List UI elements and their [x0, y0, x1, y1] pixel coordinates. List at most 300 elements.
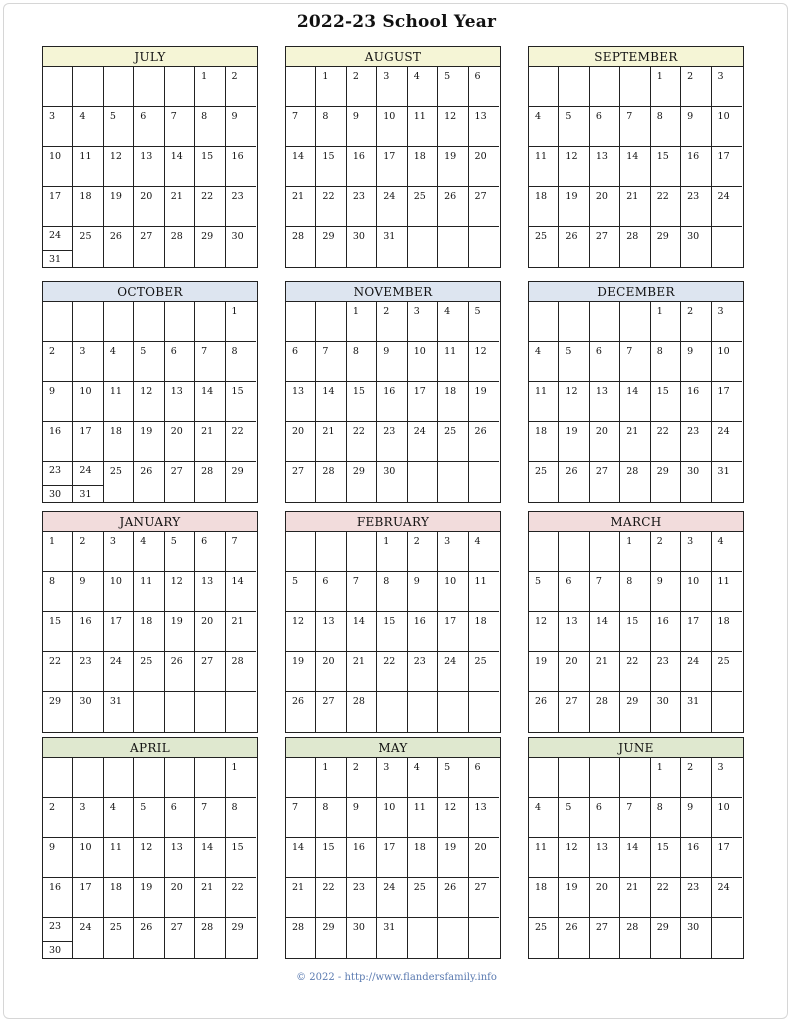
day-cell	[469, 838, 499, 878]
day-cell	[226, 758, 256, 798]
day-number: 6	[322, 576, 329, 587]
day-cell	[377, 572, 407, 612]
day-number: 7	[292, 802, 299, 813]
day-number: 6	[474, 762, 481, 773]
day-number: 10	[717, 346, 730, 357]
week-row	[43, 227, 257, 267]
day-cell	[681, 67, 711, 107]
day-cell	[651, 532, 681, 572]
day-number: 28	[626, 922, 639, 933]
day-cell	[712, 798, 742, 838]
day-number: 11	[535, 842, 548, 853]
day-number: 16	[49, 882, 62, 893]
day-cell	[712, 302, 742, 342]
day-cell	[226, 878, 256, 918]
day-cell	[408, 187, 438, 227]
day-number: 22	[383, 656, 396, 667]
day-number: 1	[201, 71, 208, 82]
day-cell	[347, 67, 377, 107]
day-cell	[104, 798, 134, 838]
week-row	[286, 67, 500, 107]
day-cell	[651, 612, 681, 652]
day-number: 19	[444, 151, 457, 162]
day-number: 7	[201, 802, 208, 813]
day-cell	[590, 422, 620, 462]
day-cell	[590, 107, 620, 147]
day-number: 2	[413, 536, 420, 547]
day-number: 9	[687, 802, 694, 813]
day-cell	[165, 422, 195, 462]
day-cell	[347, 652, 377, 692]
day-cell	[651, 918, 681, 958]
day-number: 22	[352, 426, 365, 437]
day-number: 19	[565, 191, 578, 202]
week-row	[43, 692, 257, 732]
day-cell	[73, 302, 103, 342]
day-number: 18	[413, 842, 426, 853]
day-number: 6	[170, 346, 177, 357]
day-cell	[165, 147, 195, 187]
week-row	[43, 302, 257, 342]
day-number: 22	[49, 656, 62, 667]
day-cell	[590, 652, 620, 692]
day-number: 27	[474, 191, 487, 202]
day-cell	[408, 918, 438, 958]
day-number: 11	[109, 386, 122, 397]
week-row	[286, 758, 500, 798]
day-number: 31	[109, 696, 122, 707]
day-number: 30	[656, 696, 669, 707]
day-number: 9	[352, 802, 359, 813]
day-cell	[347, 227, 377, 267]
day-cell	[347, 342, 377, 382]
day-cell	[43, 187, 73, 227]
day-cell	[408, 67, 438, 107]
day-cell	[559, 187, 589, 227]
day-number: 13	[322, 616, 335, 627]
day-cell	[559, 147, 589, 187]
day-cell	[712, 462, 742, 502]
day-number: 5	[140, 802, 147, 813]
day-cell	[620, 302, 650, 342]
day-cell	[43, 572, 73, 612]
day-cell	[316, 572, 346, 612]
day-number: 9	[49, 386, 56, 397]
day-cell	[226, 838, 256, 878]
day-cell	[347, 612, 377, 652]
day-number: 17	[687, 616, 700, 627]
day-number: 10	[109, 576, 122, 587]
day-cell	[43, 147, 73, 187]
day-cell	[195, 758, 225, 798]
day-cell	[165, 67, 195, 107]
day-cell	[590, 462, 620, 502]
day-cell	[712, 838, 742, 878]
day-number: 29	[231, 922, 244, 933]
day-number: 3	[717, 306, 724, 317]
day-cell	[347, 302, 377, 342]
day-number: 22	[201, 191, 214, 202]
day-cell	[469, 302, 499, 342]
day-cell	[620, 422, 650, 462]
day-cell	[104, 107, 134, 147]
day-cell	[681, 382, 711, 422]
day-cell	[316, 652, 346, 692]
day-number: 11	[413, 802, 426, 813]
day-number: 18	[109, 426, 122, 437]
day-number: 30	[79, 696, 92, 707]
week-row	[43, 147, 257, 187]
day-number: 25	[535, 231, 548, 242]
day-number: 6	[595, 802, 602, 813]
month-grid	[43, 67, 257, 267]
day-cell	[134, 838, 164, 878]
week-row	[286, 532, 500, 572]
day-cell	[681, 107, 711, 147]
day-number: 4	[109, 346, 116, 357]
day-cell	[377, 227, 407, 267]
day-cell	[104, 67, 134, 107]
day-cell	[134, 302, 164, 342]
day-cell	[73, 692, 103, 732]
day-cell	[681, 878, 711, 918]
day-number: 20	[170, 882, 183, 893]
day-cell	[620, 798, 650, 838]
day-cell	[165, 572, 195, 612]
day-number: 21	[201, 426, 214, 437]
day-number: 10	[687, 576, 700, 587]
day-cell	[559, 532, 589, 572]
month-grid	[529, 532, 743, 732]
day-cell	[347, 878, 377, 918]
day-cell	[469, 798, 499, 838]
day-cell	[286, 422, 316, 462]
week-row	[529, 462, 743, 502]
day-number: 21	[292, 882, 305, 893]
day-number: 24	[79, 922, 92, 933]
day-number: 28	[292, 231, 305, 242]
day-cell	[347, 107, 377, 147]
day-cell	[195, 382, 225, 422]
day-number: 22	[231, 882, 244, 893]
day-cell	[104, 652, 134, 692]
day-cell	[681, 147, 711, 187]
day-cell	[316, 918, 346, 958]
day-cell	[104, 918, 134, 958]
day-cell	[104, 342, 134, 382]
day-number: 10	[717, 111, 730, 122]
day-cell	[651, 462, 681, 502]
day-cell	[73, 462, 103, 502]
day-cell	[73, 187, 103, 227]
day-cell	[377, 147, 407, 187]
day-number: 13	[292, 386, 305, 397]
day-cell	[712, 422, 742, 462]
day-cell	[590, 342, 620, 382]
month-title: FEBRUARY	[286, 512, 500, 532]
day-cell	[377, 612, 407, 652]
day-cell	[73, 918, 103, 958]
day-number: 2	[656, 536, 663, 547]
day-cell	[104, 838, 134, 878]
day-cell	[651, 798, 681, 838]
day-cell	[377, 532, 407, 572]
day-cell	[316, 612, 346, 652]
day-cell	[316, 692, 346, 732]
footer-copyright[interactable]: © 2022 - http://www.flandersfamily.info	[296, 972, 497, 983]
day-number: 25	[535, 466, 548, 477]
day-number: 1	[322, 762, 329, 773]
month-october	[42, 281, 258, 503]
month-december	[528, 281, 744, 503]
day-number: 19	[140, 426, 153, 437]
day-cell	[529, 147, 559, 187]
day-number: 1	[656, 762, 663, 773]
day-cell	[104, 147, 134, 187]
day-cell	[377, 67, 407, 107]
day-number: 29	[201, 231, 214, 242]
day-cell	[226, 798, 256, 838]
day-cell	[43, 652, 73, 692]
day-number: 22	[322, 882, 335, 893]
day-number: 30	[231, 231, 244, 242]
day-number: 16	[383, 386, 396, 397]
day-number: 21	[322, 426, 335, 437]
month-grid	[43, 302, 257, 502]
day-number: 30	[383, 466, 396, 477]
day-number: 29	[49, 696, 62, 707]
day-cell	[165, 838, 195, 878]
day-cell	[438, 918, 468, 958]
day-cell	[134, 758, 164, 798]
day-cell	[286, 918, 316, 958]
day-cell	[469, 878, 499, 918]
day-cell-bottom	[43, 486, 72, 502]
day-cell	[134, 382, 164, 422]
day-cell	[165, 918, 195, 958]
day-number: 30	[687, 466, 700, 477]
day-number: 17	[413, 386, 426, 397]
day-number: 20	[474, 842, 487, 853]
day-number: 26	[444, 882, 457, 893]
day-cell	[438, 838, 468, 878]
day-cell	[408, 878, 438, 918]
day-number: 26	[140, 466, 153, 477]
week-row	[43, 342, 257, 382]
day-cell	[408, 798, 438, 838]
week-row	[286, 302, 500, 342]
day-cell	[134, 532, 164, 572]
day-cell	[620, 758, 650, 798]
day-cell	[438, 532, 468, 572]
day-number: 5	[292, 576, 299, 587]
day-cell	[438, 652, 468, 692]
week-row	[43, 382, 257, 422]
day-number: 27	[595, 466, 608, 477]
day-cell	[286, 758, 316, 798]
day-number: 29	[352, 466, 365, 477]
day-number: 2	[687, 306, 694, 317]
day-number: 7	[170, 111, 177, 122]
week-row	[43, 462, 257, 502]
day-number: 23	[687, 191, 700, 202]
day-cell	[134, 692, 164, 732]
day-number: 24	[717, 191, 730, 202]
day-cell	[408, 382, 438, 422]
day-cell	[134, 652, 164, 692]
day-number: 5	[474, 306, 481, 317]
day-number: 2	[231, 71, 238, 82]
month-grid	[529, 758, 743, 958]
day-cell	[681, 532, 711, 572]
day-cell-bottom	[43, 251, 72, 267]
day-cell	[681, 652, 711, 692]
day-cell	[590, 572, 620, 612]
day-number: 14	[352, 616, 365, 627]
day-number: 26	[109, 231, 122, 242]
day-cell	[104, 878, 134, 918]
month-title: AUGUST	[286, 47, 500, 67]
day-cell	[681, 187, 711, 227]
day-number: 4	[717, 536, 724, 547]
day-cell	[408, 758, 438, 798]
day-number: 18	[535, 882, 548, 893]
day-number: 16	[687, 151, 700, 162]
week-row	[286, 652, 500, 692]
day-number: 18	[535, 426, 548, 437]
day-number: 13	[170, 386, 183, 397]
day-number: 1	[352, 306, 359, 317]
day-cell	[134, 187, 164, 227]
day-number: 13	[201, 576, 214, 587]
day-cell	[316, 67, 346, 107]
day-cell	[681, 342, 711, 382]
month-may	[285, 737, 501, 959]
week-row	[286, 462, 500, 502]
day-cell	[73, 798, 103, 838]
day-number: 9	[79, 576, 86, 587]
day-number: 6	[140, 111, 147, 122]
day-number: 4	[79, 111, 86, 122]
day-cell	[73, 382, 103, 422]
week-row	[529, 652, 743, 692]
day-cell	[377, 878, 407, 918]
day-number: 23	[656, 656, 669, 667]
day-number: 17	[383, 151, 396, 162]
day-cell	[43, 918, 73, 958]
day-number: 10	[79, 842, 92, 853]
day-number: 12	[292, 616, 305, 627]
day-cell	[226, 342, 256, 382]
day-number: 6	[595, 346, 602, 357]
day-cell	[559, 758, 589, 798]
day-cell-top	[43, 918, 72, 942]
month-title: SEPTEMBER	[529, 47, 743, 67]
day-cell	[590, 878, 620, 918]
day-number: 24	[383, 191, 396, 202]
day-number: 11	[79, 151, 92, 162]
day-cell	[286, 107, 316, 147]
day-cell	[286, 67, 316, 107]
week-row	[529, 342, 743, 382]
day-cell	[438, 342, 468, 382]
day-number: 16	[656, 616, 669, 627]
day-cell	[195, 342, 225, 382]
day-cell	[286, 838, 316, 878]
day-number: 5	[565, 111, 572, 122]
day-number: 29	[231, 466, 244, 477]
day-number: 13	[565, 616, 578, 627]
day-cell	[347, 572, 377, 612]
day-number: 27	[565, 696, 578, 707]
day-cell	[377, 107, 407, 147]
day-cell	[590, 692, 620, 732]
day-cell	[469, 107, 499, 147]
day-cell	[559, 798, 589, 838]
day-number: 23	[352, 882, 365, 893]
day-cell	[316, 462, 346, 502]
day-cell	[712, 652, 742, 692]
month-july	[42, 46, 258, 268]
day-cell	[590, 187, 620, 227]
week-row	[529, 758, 743, 798]
month-grid	[529, 302, 743, 502]
day-number: 17	[444, 616, 457, 627]
day-cell	[347, 382, 377, 422]
day-cell	[226, 612, 256, 652]
day-number: 17	[49, 191, 62, 202]
day-number: 28	[231, 656, 244, 667]
week-row	[43, 838, 257, 878]
day-number: 7	[595, 576, 602, 587]
day-cell	[165, 758, 195, 798]
day-cell	[590, 918, 620, 958]
week-row	[286, 612, 500, 652]
day-number: 8	[656, 802, 663, 813]
day-cell	[559, 878, 589, 918]
day-number: 14	[201, 842, 214, 853]
day-number: 23	[383, 426, 396, 437]
day-number: 4	[140, 536, 147, 547]
day-number: 21	[352, 656, 365, 667]
month-grid	[286, 758, 500, 958]
day-number: 17	[383, 842, 396, 853]
day-cell	[408, 838, 438, 878]
month-grid	[43, 758, 257, 958]
day-cell	[620, 67, 650, 107]
day-cell-top	[43, 462, 72, 486]
day-cell	[165, 652, 195, 692]
day-number: 22	[322, 191, 335, 202]
week-row	[286, 342, 500, 382]
day-cell	[469, 758, 499, 798]
day-number: 17	[79, 882, 92, 893]
day-cell	[377, 918, 407, 958]
day-cell	[712, 342, 742, 382]
day-cell-top	[73, 462, 102, 486]
day-number: 12	[170, 576, 183, 587]
day-number: 11	[535, 151, 548, 162]
day-number: 3	[444, 536, 451, 547]
day-cell	[134, 422, 164, 462]
day-number: 7	[626, 346, 633, 357]
day-number: 12	[535, 616, 548, 627]
day-cell	[316, 878, 346, 918]
day-number: 15	[231, 842, 244, 853]
day-number: 18	[717, 616, 730, 627]
day-number: 1	[656, 71, 663, 82]
day-cell	[438, 147, 468, 187]
